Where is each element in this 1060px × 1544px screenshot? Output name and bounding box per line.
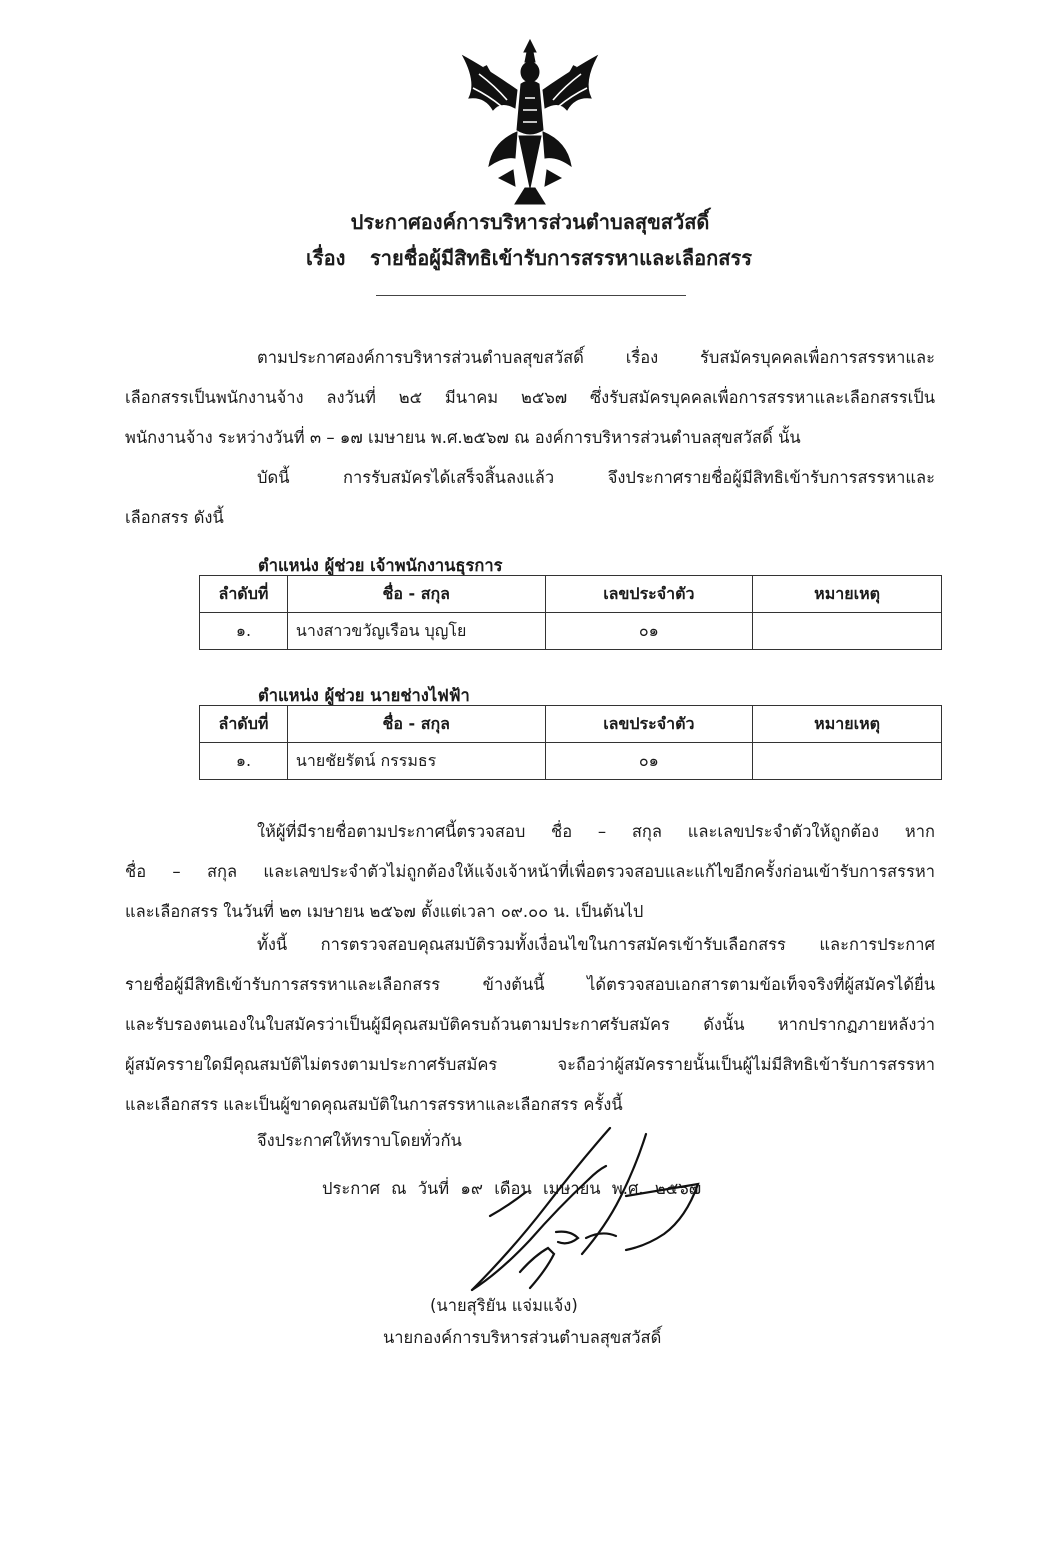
table-row [200,743,942,780]
column-header-note: หมายเหตุ [753,576,942,613]
handwritten-signature [460,1122,710,1312]
paragraph-line: และรับรองตนเองในใบสมัครว่าเป็นผู้มีคุณสมบัติครบถ้วนตามประกาศรับสมัคร ดังนั้น หากปรากฏภายหลังว่า [125,1015,935,1034]
paragraph-line: พนักงานจ้าง ระหว่างวันที่ ๓ – ๑๗ เมษายน พ.ศ.๒๕๖๗ ณ องค์การบริหารส่วนตำบลสุขสวัสดิ์ นั้น [125,428,801,447]
cell-no: ๑. [200,743,288,780]
candidate-table [199,705,942,780]
cell-note [753,743,942,780]
subject-line [306,242,752,274]
column-header-id: เลขประจำตัว [545,576,753,613]
paragraph-line: เลือกสรรเป็นพนักงานจ้าง ลงวันที่ ๒๕ มีนาคม ๒๕๖๗ ซึ่งรับสมัครบุคคลเพื่อการสรรหาและเลือกสรรเป็น [125,388,935,407]
paragraph-qualification-notice [125,925,935,1125]
paragraph-line: ตามประกาศองค์การบริหารส่วนตำบลสุขสวัสดิ์ เรื่อง รับสมัครบุคคลเพื่อการสรรหาและ [257,348,935,367]
paragraph-line: ให้ผู้ที่มีรายชื่อตามประกาศนี้ตรวจสอบ ชื่อ – สกุล และเลขประจำตัวให้ถูกต้อง หาก [257,822,935,841]
column-header-name: ชื่อ - สกุล [287,706,545,743]
announcement-date: ประกาศ ณ วันที่ ๑๙ เดือน เมษายน พ.ศ. ๒๕๖๗ [322,1179,702,1198]
paragraph-line: ผู้สมัครรายใดมีคุณสมบัติไม่ตรงตามประกาศรับสมัคร จะถือว่าผู้สมัครรายนั้นเป็นผู้ไม่มีสิทธิเข้ารับการสรรหา [125,1055,935,1074]
cell-name: นายชัยรัตน์ กรรมธร [287,743,545,780]
subject-text: รายชื่อผู้มีสิทธิเข้ารับการสรรหาและเลือกสรร [370,246,752,270]
paragraph-line: รายชื่อผู้มีสิทธิเข้ารับการสรรหาและเลือกสรร ข้างต้นนี้ ได้ตรวจสอบเอกสารตามข้อเท็จจริงที่ผู้สมัครได้ยื่น [125,975,935,994]
column-header-no: ลำดับที่ [200,576,288,613]
paragraph-line: เลือกสรร ดังนี้ [125,508,224,527]
title-underline [376,295,686,296]
paragraph-line: และเลือกสรร ในวันที่ ๒๓ เมษายน ๒๕๖๗ ตั้งแต่เวลา ๐๙.๐๐ น. เป็นต้นไป [125,902,644,921]
position-label: ตำแหน่ง ผู้ช่วย นายช่างไฟฟ้า [258,686,470,705]
paragraph-list-intro [125,458,935,538]
subject-label: เรื่อง [306,246,346,270]
table-header-row [200,706,942,743]
column-header-id: เลขประจำตัว [545,706,753,743]
paragraph-announcement-reference [125,338,935,458]
signer-name: (นายสุริยัน แจ่มแจ้ง) [430,1296,578,1315]
paragraph-line: บัดนี้ การรับสมัครได้เสร็จสิ้นลงแล้ว จึงประกาศรายชื่อผู้มีสิทธิเข้ารับการสรรหาและ [257,468,935,487]
garuda-emblem [455,38,605,210]
candidate-table [199,575,942,650]
paragraph-line: ทั้งนี้ การตรวจสอบคุณสมบัติรวมทั้งเงื่อนไขในการสมัครเข้ารับเลือกสรร และการประกาศ [257,935,935,954]
document-title: ประกาศองค์การบริหารส่วนตำบลสุขสวัสดิ์ [350,210,710,234]
column-header-note: หมายเหตุ [753,706,942,743]
cell-id: ๐๑ [545,743,753,780]
paragraph-verification [125,812,935,932]
cell-note [753,613,942,650]
paragraph-line: และเลือกสรร และเป็นผู้ขาดคุณสมบัติในการสรรหาและเลือกสรร ครั้งนี้ [125,1095,623,1114]
table-row [200,613,942,650]
table-header-row [200,576,942,613]
closing-notice: จึงประกาศให้ทราบโดยทั่วกัน [257,1131,462,1150]
signer-title: นายกองค์การบริหารส่วนตำบลสุขสวัสดิ์ [383,1328,662,1347]
paragraph-line: ชื่อ – สกุล และเลขประจำตัวไม่ถูกต้องให้แจ้งเจ้าหน้าที่เพื่อตรวจสอบและแก้ไขอีกครั้งก่อนเข้ารับการสรรหา [125,862,935,881]
column-header-no: ลำดับที่ [200,706,288,743]
cell-no: ๑. [200,613,288,650]
cell-name: นางสาวขวัญเรือน บุญโย [287,613,545,650]
position-label: ตำแหน่ง ผู้ช่วย เจ้าพนักงานธุรการ [258,556,503,575]
cell-id: ๐๑ [545,613,753,650]
column-header-name: ชื่อ - สกุล [287,576,545,613]
